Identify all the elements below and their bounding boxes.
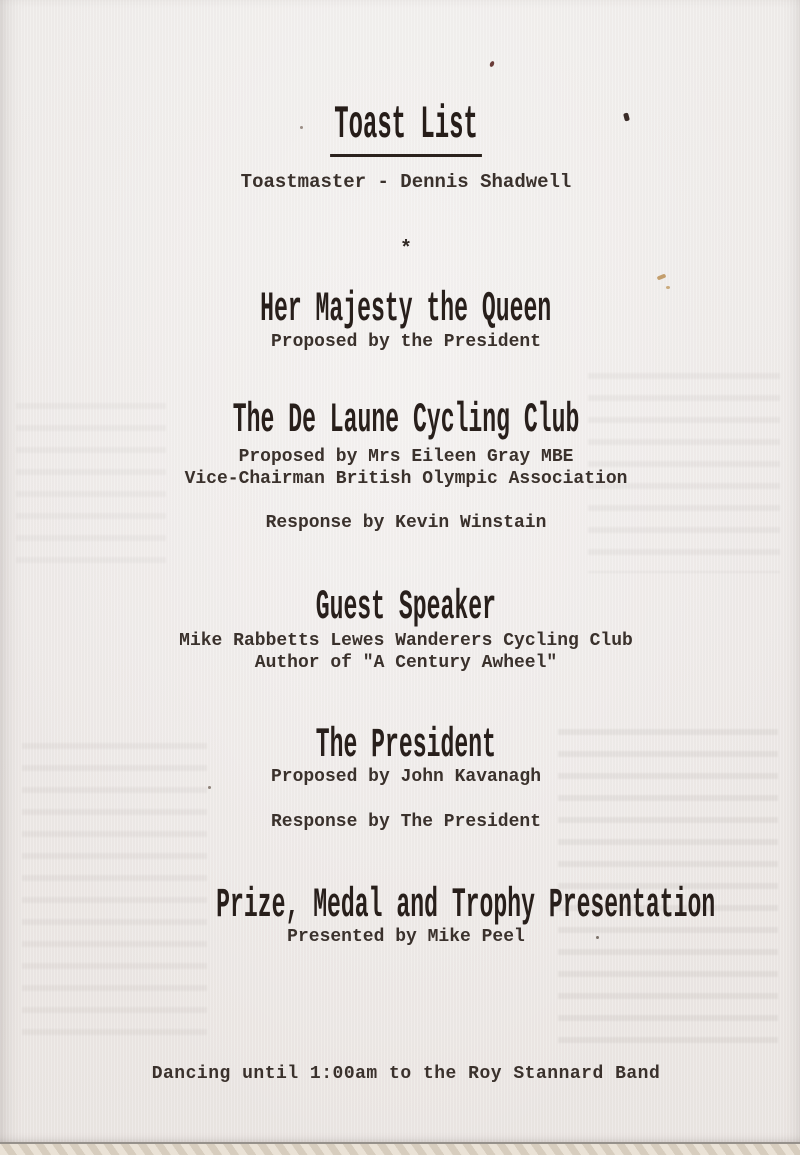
page-title — [0, 100, 800, 157]
section-heading-text: The President — [315, 721, 497, 769]
section-response: Response by The President — [270, 812, 542, 832]
section-detail: Proposed by John Kavanagh — [270, 767, 542, 787]
section-heading-guest-speaker — [0, 585, 800, 629]
section-detail: Vice-Chairman British Olympic Association — [184, 469, 628, 489]
section-heading-queen — [0, 287, 800, 331]
toastmaster-line: Toastmaster - Dennis Shadwell — [240, 171, 572, 193]
page-title-text: Toast List — [330, 100, 482, 157]
section-detail: Author of "A Century Awheel" — [254, 653, 558, 673]
section-heading-club — [0, 398, 800, 442]
paper-speck — [489, 60, 495, 67]
section-heading-text: Guest Speaker — [315, 583, 497, 631]
footer-dancing-line: Dancing until 1:00am to the Roy Stannard Band — [151, 1064, 661, 1084]
section-detail: Presented by Mike Peel — [287, 927, 525, 947]
section-heading-presentation — [0, 883, 800, 927]
section-heading-text: Her Majesty the Queen — [260, 285, 552, 333]
section-heading-text: Prize, Medal and Trophy Presentation — [216, 881, 716, 929]
paper-stain — [657, 273, 667, 280]
section-detail: Proposed by the President — [270, 332, 542, 352]
scanner-bed-edge — [0, 1142, 800, 1155]
section-detail: Mike Rabbetts Lewes Wanderers Cycling Club — [179, 631, 633, 651]
section-heading-text: The De Laune Cycling Club — [232, 396, 580, 444]
separator-asterisk: * — [399, 238, 412, 261]
section-response: Response by Kevin Winstain — [265, 513, 547, 533]
section-detail: Proposed by Mrs Eileen Gray MBE — [238, 447, 574, 467]
section-heading-president — [0, 723, 800, 767]
